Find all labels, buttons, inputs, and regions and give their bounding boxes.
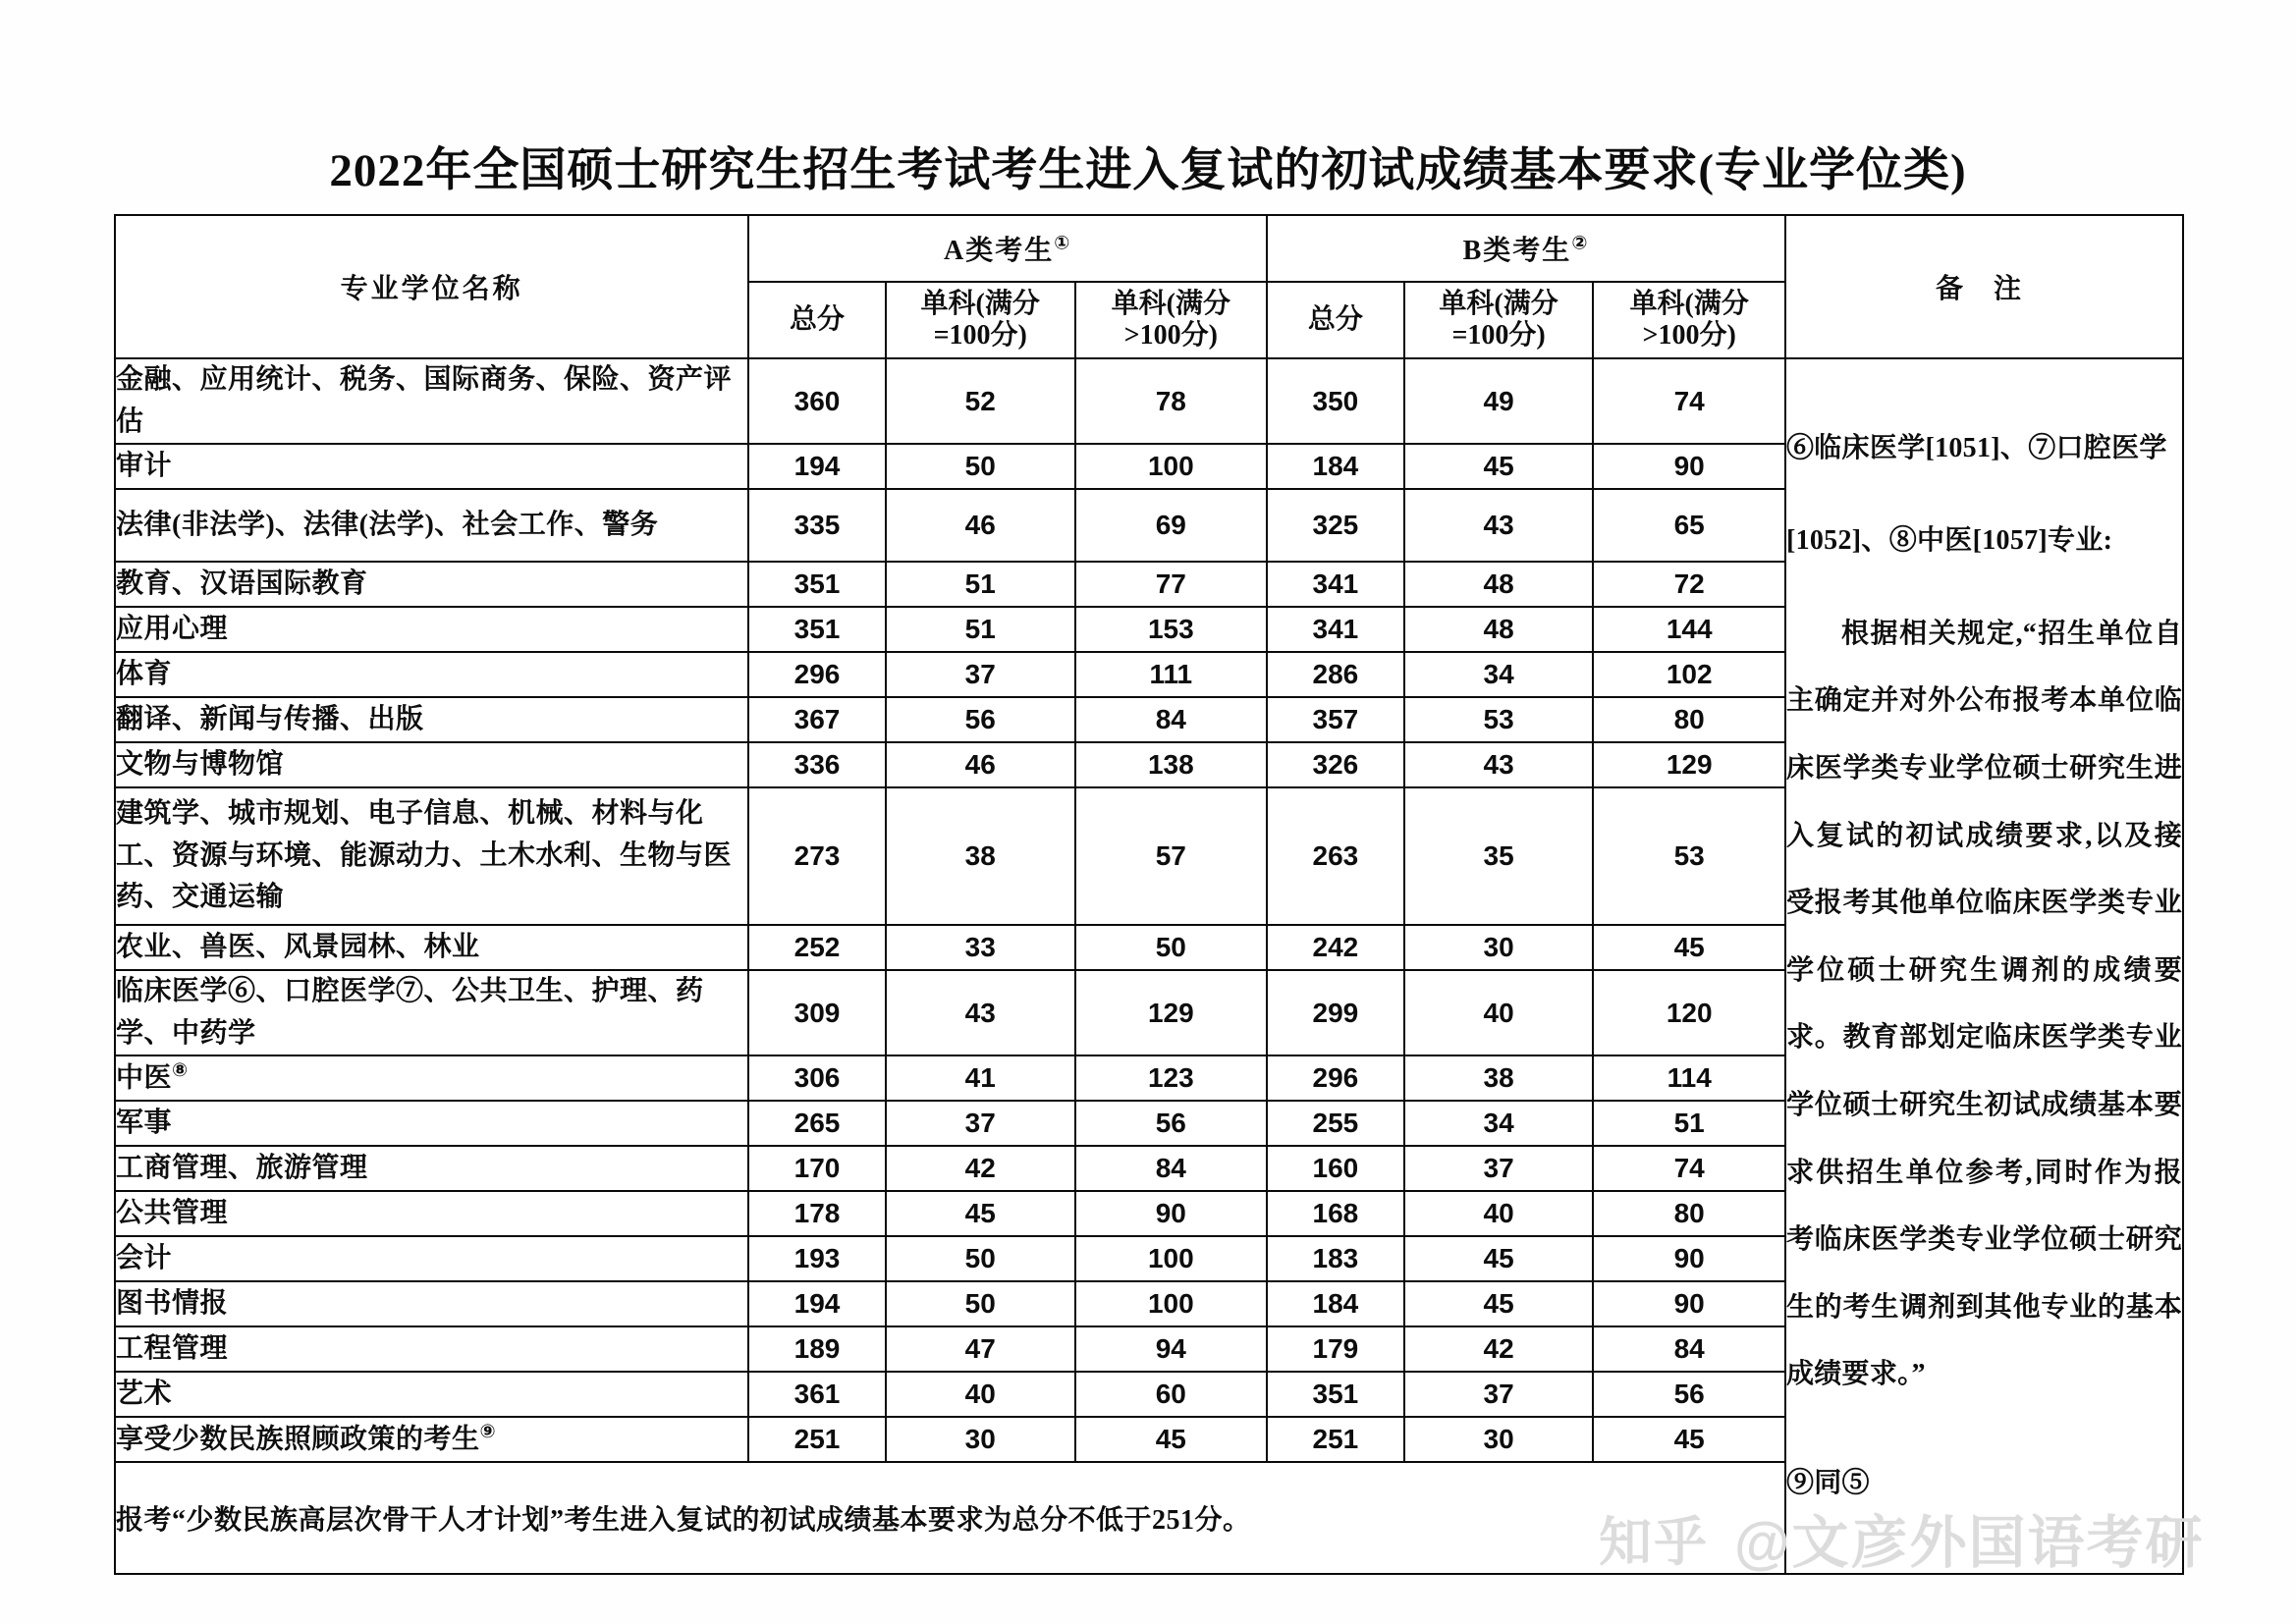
a-single-gt100: 100 <box>1075 1281 1268 1326</box>
b-total: 351 <box>1267 1372 1404 1417</box>
remark-body: 根据相关规定,“招生单位自主确定并对外公布报考本单位临床医学类专业学位硕士研究生进入复试的初试成绩要求,以及接受报考其他单位临床医学类专业学位硕士研究生调剂的成绩要求。教育部划定临床医学类专业学位硕士研究生初试成绩基本要求供招生单位参考,同时作为报考临床医学类专业学位硕士研究生的考生调剂到其他专业的基本成绩要求。” <box>1785 618 2182 1390</box>
b-single-eq100: 48 <box>1404 607 1594 652</box>
a-total: 273 <box>748 787 886 925</box>
b-single-gt100: 90 <box>1593 1281 1785 1326</box>
b-single-eq100: 30 <box>1404 1417 1594 1462</box>
a-total: 251 <box>748 1417 886 1462</box>
b-total: 184 <box>1267 444 1404 489</box>
a-single-gt100: 84 <box>1075 1146 1268 1191</box>
b-single-gt100: 65 <box>1593 489 1785 562</box>
a-single-gt100: 50 <box>1075 925 1268 970</box>
b-single-gt100: 74 <box>1593 1146 1785 1191</box>
header-single-gt100-a: 单科(满分 >100分) <box>1075 282 1268 358</box>
b-single-eq100: 42 <box>1404 1326 1594 1372</box>
b-single-eq100: 37 <box>1404 1146 1594 1191</box>
b-total: 255 <box>1267 1101 1404 1146</box>
a-single-eq100: 51 <box>886 562 1075 607</box>
a-total: 361 <box>748 1372 886 1417</box>
a-single-eq100: 46 <box>886 742 1075 787</box>
a-single-eq100: 30 <box>886 1417 1075 1462</box>
b-single-eq100: 53 <box>1404 697 1594 742</box>
b-single-eq100: 35 <box>1404 787 1594 925</box>
a-single-gt100: 60 <box>1075 1372 1268 1417</box>
page-title: 2022年全国硕士研究生招生考试考生进入复试的初试成绩基本要求(专业学位类) <box>329 145 1967 196</box>
b-single-gt100: 45 <box>1593 925 1785 970</box>
a-total: 194 <box>748 1281 886 1326</box>
b-single-eq100: 40 <box>1404 1191 1594 1236</box>
degree-name: 公共管理 <box>115 1191 748 1236</box>
table-header-group-row <box>115 215 2183 282</box>
b-total: 179 <box>1267 1326 1404 1372</box>
table-row <box>115 358 2183 444</box>
b-single-eq100: 30 <box>1404 925 1594 970</box>
a-total: 189 <box>748 1326 886 1372</box>
a-total: 360 <box>748 358 886 444</box>
a-single-eq100: 45 <box>886 1191 1075 1236</box>
a-single-eq100: 33 <box>886 925 1075 970</box>
degree-name: 艺术 <box>115 1372 748 1417</box>
degree-name: 中医⑧ <box>115 1055 748 1101</box>
a-single-eq100: 47 <box>886 1326 1075 1372</box>
b-total: 251 <box>1267 1417 1404 1462</box>
degree-name: 法律(非法学)、法律(法学)、社会工作、警务 <box>115 489 748 562</box>
b-single-eq100: 40 <box>1404 970 1594 1055</box>
degree-name: 翻译、新闻与传播、出版 <box>115 697 748 742</box>
degree-name: 教育、汉语国际教育 <box>115 562 748 607</box>
a-single-gt100: 90 <box>1075 1191 1268 1236</box>
header-group-a: A类考生① <box>748 215 1267 282</box>
a-total: 336 <box>748 742 886 787</box>
degree-name: 临床医学⑥、口腔医学⑦、公共卫生、护理、药学、中药学 <box>115 970 748 1055</box>
b-single-eq100: 45 <box>1404 1236 1594 1281</box>
watermark-handle: @文彦外国语考研 <box>1734 1511 2205 1575</box>
a-single-gt100: 111 <box>1075 652 1268 697</box>
b-single-gt100: 80 <box>1593 697 1785 742</box>
a-single-gt100: 77 <box>1075 562 1268 607</box>
a-total: 265 <box>748 1101 886 1146</box>
b-single-gt100: 120 <box>1593 970 1785 1055</box>
a-single-gt100: 84 <box>1075 697 1268 742</box>
b-single-gt100: 51 <box>1593 1101 1785 1146</box>
b-single-eq100: 48 <box>1404 562 1594 607</box>
watermark <box>1599 1490 2227 1585</box>
a-total: 252 <box>748 925 886 970</box>
remark-line-1: ⑥临床医学[1051]、⑦口腔医学 <box>1785 432 2167 463</box>
a-single-eq100: 56 <box>886 697 1075 742</box>
a-single-eq100: 43 <box>886 970 1075 1055</box>
a-total: 306 <box>748 1055 886 1101</box>
b-single-gt100: 53 <box>1593 787 1785 925</box>
a-single-gt100: 153 <box>1075 607 1268 652</box>
degree-name: 文物与博物馆 <box>115 742 748 787</box>
b-single-gt100: 45 <box>1593 1417 1785 1462</box>
remark-tail: ⑨同⑤ <box>1785 1467 1870 1498</box>
header-single-gt100-b: 单科(满分 >100分) <box>1593 282 1785 358</box>
b-total: 160 <box>1267 1146 1404 1191</box>
a-single-eq100: 42 <box>886 1146 1075 1191</box>
a-total: 367 <box>748 697 886 742</box>
a-single-gt100: 123 <box>1075 1055 1268 1101</box>
a-single-gt100: 100 <box>1075 444 1268 489</box>
b-single-eq100: 37 <box>1404 1372 1594 1417</box>
a-single-eq100: 50 <box>886 1236 1075 1281</box>
b-single-gt100: 129 <box>1593 742 1785 787</box>
a-single-eq100: 41 <box>886 1055 1075 1101</box>
b-total: 326 <box>1267 742 1404 787</box>
header-single-eq100-b: 单科(满分 =100分) <box>1404 282 1594 358</box>
b-total: 325 <box>1267 489 1404 562</box>
a-single-gt100: 57 <box>1075 787 1268 925</box>
b-single-eq100: 49 <box>1404 358 1594 444</box>
degree-name: 图书情报 <box>115 1281 748 1326</box>
a-total: 178 <box>748 1191 886 1236</box>
footnote-mark-b: ② <box>1571 233 1590 254</box>
b-total: 299 <box>1267 970 1404 1055</box>
b-single-eq100: 34 <box>1404 1101 1594 1146</box>
a-single-eq100: 37 <box>886 652 1075 697</box>
b-total: 341 <box>1267 607 1404 652</box>
a-total: 194 <box>748 444 886 489</box>
a-single-eq100: 37 <box>886 1101 1075 1146</box>
a-single-eq100: 52 <box>886 358 1075 444</box>
footnote-mark-a: ① <box>1054 233 1072 254</box>
score-requirements-table <box>114 214 2184 1575</box>
a-single-gt100: 56 <box>1075 1101 1268 1146</box>
a-total: 193 <box>748 1236 886 1281</box>
b-single-gt100: 102 <box>1593 652 1785 697</box>
degree-name: 审计 <box>115 444 748 489</box>
b-single-gt100: 72 <box>1593 562 1785 607</box>
footnote-text: 报考“少数民族高层次骨干人才计划”考生进入复试的初试成绩基本要求为总分不低于251分。 <box>115 1462 1785 1574</box>
remark-notes <box>1785 358 2183 1574</box>
degree-name: 会计 <box>115 1236 748 1281</box>
degree-name: 金融、应用统计、税务、国际商务、保险、资产评估 <box>115 358 748 444</box>
degree-name: 体育 <box>115 652 748 697</box>
b-single-eq100: 45 <box>1404 1281 1594 1326</box>
degree-name: 军事 <box>115 1101 748 1146</box>
watermark-brand: 知乎 <box>1599 1512 1709 1572</box>
a-single-gt100: 129 <box>1075 970 1268 1055</box>
degree-name: 农业、兽医、风景园林、林业 <box>115 925 748 970</box>
footnote-mark: ⑧ <box>172 1059 189 1081</box>
b-single-eq100: 45 <box>1404 444 1594 489</box>
a-total: 335 <box>748 489 886 562</box>
degree-name: 建筑学、城市规划、电子信息、机械、材料与化工、资源与环境、能源动力、土木水利、生物与医药、交通运输 <box>115 787 748 925</box>
b-single-gt100: 90 <box>1593 444 1785 489</box>
degree-name: 工程管理 <box>115 1326 748 1372</box>
b-total: 183 <box>1267 1236 1404 1281</box>
a-total: 296 <box>748 652 886 697</box>
a-single-eq100: 50 <box>886 444 1075 489</box>
a-total: 351 <box>748 607 886 652</box>
a-total: 309 <box>748 970 886 1055</box>
b-single-gt100: 84 <box>1593 1326 1785 1372</box>
b-total: 341 <box>1267 562 1404 607</box>
a-total: 170 <box>748 1146 886 1191</box>
b-single-eq100: 43 <box>1404 742 1594 787</box>
degree-name: 享受少数民族照顾政策的考生⑨ <box>115 1417 748 1462</box>
footnote-mark: ⑨ <box>479 1421 497 1442</box>
a-single-gt100: 69 <box>1075 489 1268 562</box>
a-single-gt100: 100 <box>1075 1236 1268 1281</box>
b-total: 296 <box>1267 1055 1404 1101</box>
b-single-gt100: 80 <box>1593 1191 1785 1236</box>
degree-name: 应用心理 <box>115 607 748 652</box>
b-single-eq100: 38 <box>1404 1055 1594 1101</box>
b-single-eq100: 34 <box>1404 652 1594 697</box>
a-single-gt100: 94 <box>1075 1326 1268 1372</box>
b-single-gt100: 114 <box>1593 1055 1785 1101</box>
b-total: 168 <box>1267 1191 1404 1236</box>
degree-name: 工商管理、旅游管理 <box>115 1146 748 1191</box>
a-single-eq100: 38 <box>886 787 1075 925</box>
header-group-b: B类考生② <box>1267 215 1785 282</box>
header-total-a: 总分 <box>748 282 886 358</box>
b-total: 286 <box>1267 652 1404 697</box>
b-total: 242 <box>1267 925 1404 970</box>
b-single-gt100: 74 <box>1593 358 1785 444</box>
b-total: 184 <box>1267 1281 1404 1326</box>
header-single-eq100-a: 单科(满分 =100分) <box>886 282 1075 358</box>
a-single-gt100: 78 <box>1075 358 1268 444</box>
a-single-eq100: 51 <box>886 607 1075 652</box>
b-single-gt100: 144 <box>1593 607 1785 652</box>
header-remark: 备 注 <box>1785 215 2183 358</box>
a-single-gt100: 45 <box>1075 1417 1268 1462</box>
a-single-eq100: 50 <box>886 1281 1075 1326</box>
a-single-eq100: 46 <box>886 489 1075 562</box>
b-single-eq100: 43 <box>1404 489 1594 562</box>
header-total-b: 总分 <box>1267 282 1404 358</box>
a-total: 351 <box>748 562 886 607</box>
remark-line-2: [1052]、⑧中医[1057]专业: <box>1785 525 2113 557</box>
b-total: 350 <box>1267 358 1404 444</box>
b-single-gt100: 90 <box>1593 1236 1785 1281</box>
a-single-gt100: 138 <box>1075 742 1268 787</box>
a-single-eq100: 40 <box>886 1372 1075 1417</box>
b-single-gt100: 56 <box>1593 1372 1785 1417</box>
header-name: 专业学位名称 <box>115 215 748 358</box>
b-total: 357 <box>1267 697 1404 742</box>
b-total: 263 <box>1267 787 1404 925</box>
